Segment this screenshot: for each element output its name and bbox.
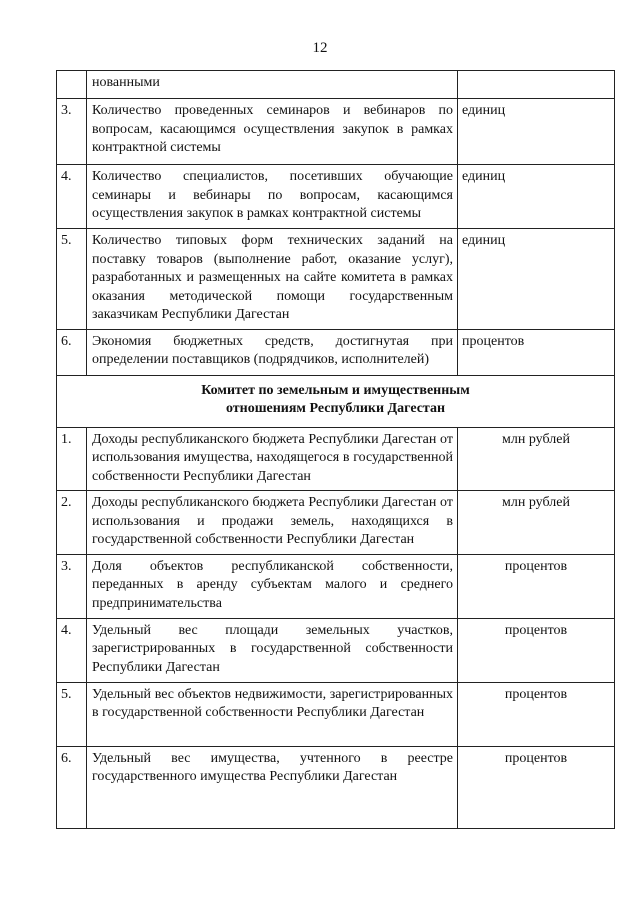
table-row [57, 554, 615, 618]
table-row [57, 491, 615, 555]
table-row [57, 99, 615, 165]
row-unit: единиц [458, 99, 615, 165]
row-unit: процентов [458, 618, 615, 682]
table-row [57, 682, 615, 746]
row-number: 3. [57, 554, 87, 618]
table-row [57, 165, 615, 229]
row-number: 3. [57, 99, 87, 165]
table-row [57, 229, 615, 330]
row-unit: процентов [458, 682, 615, 746]
row-unit: процентов [458, 554, 615, 618]
row-description: Доходы республиканского бюджета Республики Дагестан от использования и продажи земель, находящихся в государственной собственности Республики Дагестан [87, 491, 458, 555]
row-unit: единиц [458, 229, 615, 330]
row-number: 5. [57, 229, 87, 330]
row-number: 6. [57, 329, 87, 375]
table-row [57, 427, 615, 491]
table-row [57, 329, 615, 375]
row-description: Удельный вес площади земельных участков, зарегистрированных в государственной собственности Республики Дагестан [87, 618, 458, 682]
row-number: 1. [57, 427, 87, 491]
row-description: Количество типовых форм технических заданий на поставку товаров (выполнение работ, оказание услуг), разработанных и размещенных на сайте комитета в рамках оказания методической помощи государственным заказчикам Республики Дагестан [87, 229, 458, 330]
page-number: 12 [312, 40, 328, 56]
row-number [57, 71, 87, 99]
table-row [57, 618, 615, 682]
row-unit: единиц [458, 165, 615, 229]
indicators-table [56, 70, 615, 829]
row-description: Количество проведенных семинаров и вебинаров по вопросам, касающимся осуществления закупок в рамках контрактной системы [87, 99, 458, 165]
row-number: 5. [57, 682, 87, 746]
row-description: Удельный вес имущества, учтенного в реестре государственного имущества Республики Дагестан [87, 746, 458, 828]
row-unit: млн рублей [458, 427, 615, 491]
row-number: 2. [57, 491, 87, 555]
row-number: 4. [57, 618, 87, 682]
row-description: Доля объектов республиканской собственности, переданных в аренду субъектам малого и среднего предпринимательства [87, 554, 458, 618]
table-row [57, 746, 615, 828]
row-description: Экономия бюджетных средств, достигнутая при определении поставщиков (подрядчиков, исполнителей) [87, 329, 458, 375]
row-unit: млн рублей [458, 491, 615, 555]
row-unit: процентов [458, 746, 615, 828]
row-number: 6. [57, 746, 87, 828]
section-heading [57, 375, 615, 427]
row-unit [458, 71, 615, 99]
section-header-row [57, 375, 615, 427]
row-number: 4. [57, 165, 87, 229]
section-heading-line-2: отношениям Республики Дагестан [225, 401, 446, 416]
row-description: Доходы республиканского бюджета Республики Дагестан от использования имущества, находящегося в государственной собственности Республики Дагестан [87, 427, 458, 491]
row-description: нованными [87, 71, 458, 99]
section-heading-line-1: Комитет по земельным и имущественным [201, 382, 470, 398]
row-description: Количество специалистов, посетивших обучающие семинары и вебинары по вопросам, касающимся осуществления закупок в рамках контрактной системы [87, 165, 458, 229]
row-unit: процентов [458, 329, 615, 375]
row-description: Удельный вес объектов недвижимости, зарегистрированных в государственной собственности Республики Дагестан [87, 682, 458, 746]
table-row [57, 71, 615, 99]
